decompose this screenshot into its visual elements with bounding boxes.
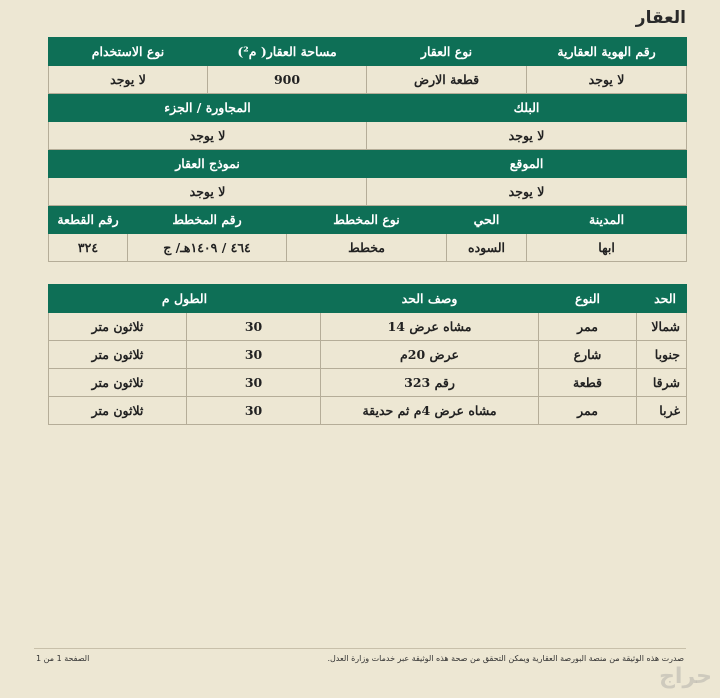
header-plot-number: رقم القطعة (49, 206, 128, 234)
bound-description: عرض 20م (321, 341, 539, 369)
header-plan-type: نوع المخطط (287, 206, 447, 234)
value-usage-type: لا يوجد (49, 66, 208, 94)
table-row (49, 369, 687, 397)
header-usage-type: نوع الاستخدام (49, 38, 208, 66)
boundaries-table (48, 284, 687, 425)
header-property-type: نوع العقار (367, 38, 527, 66)
header-property-area: مساحة العقار( م²) (208, 38, 367, 66)
footer-note: صدرت هذه الوثيقة من منصة البورصة العقارية ويمكن التحقق من صحة هذه الوثيقة عبر خدمات وزارة العدل. (327, 654, 684, 663)
bound-length-text: ثلاثون متر (49, 397, 187, 425)
table-row (49, 397, 687, 425)
value-neighborhood-part: لا يوجد (49, 122, 367, 150)
page-title: العقار (635, 8, 686, 28)
bound-description: رقم 323 (321, 369, 539, 397)
value-property-id: لا يوجد (527, 66, 687, 94)
header-length: الطول م (49, 285, 321, 313)
bound-type: شارع (539, 341, 637, 369)
bound-length: 30 (187, 397, 321, 425)
bound-length: 30 (187, 313, 321, 341)
property-header-row-2 (49, 94, 687, 122)
table-row (49, 341, 687, 369)
header-district: الحي (447, 206, 527, 234)
value-city: ابها (527, 234, 687, 262)
property-header-row-3 (49, 150, 687, 178)
bound-description: مشاه عرض 4م ثم حديقة (321, 397, 539, 425)
header-plan-number: رقم المخطط (128, 206, 287, 234)
value-plan-type: مخطط (287, 234, 447, 262)
value-plot-number: ٣٢٤ (49, 234, 128, 262)
bound-side: شرقا (637, 369, 687, 397)
value-property-area: 900 (208, 66, 367, 94)
value-plan-number: ٤٦٤ / ١٤٠٩هـ/ ج (128, 234, 287, 262)
bound-type: ممر (539, 313, 637, 341)
header-type: النوع (539, 285, 637, 313)
property-table (48, 37, 687, 262)
value-district: السوده (447, 234, 527, 262)
header-property-id: رقم الهوية العقارية (527, 38, 687, 66)
bound-side: شمالا (637, 313, 687, 341)
property-value-row-4 (49, 234, 687, 262)
header-city: المدينة (527, 206, 687, 234)
bound-length-text: ثلاثون متر (49, 341, 187, 369)
value-property-type: قطعة الارض (367, 66, 527, 94)
property-value-row-2 (49, 122, 687, 150)
header-side: الحد (637, 285, 687, 313)
bound-side: غربا (637, 397, 687, 425)
table-row (49, 313, 687, 341)
bound-type: قطعة (539, 369, 637, 397)
bound-length-text: ثلاثون متر (49, 313, 187, 341)
footer-divider (34, 648, 686, 649)
property-header-row-4 (49, 206, 687, 234)
page-number: الصفحة 1 من 1 (36, 654, 90, 663)
bound-description: مشاه عرض 14 (321, 313, 539, 341)
header-neighborhood-part: المجاورة / الجزء (49, 94, 367, 122)
bound-length-text: ثلاثون متر (49, 369, 187, 397)
value-block: لا يوجد (367, 122, 687, 150)
bound-length: 30 (187, 369, 321, 397)
header-description: وصف الحد (321, 285, 539, 313)
header-property-model: نموذج العقار (49, 150, 367, 178)
bound-type: ممر (539, 397, 637, 425)
bound-length: 30 (187, 341, 321, 369)
watermark-logo: حراج (659, 664, 712, 689)
boundaries-header-row (49, 285, 687, 313)
property-value-row-3 (49, 178, 687, 206)
header-block: البلك (367, 94, 687, 122)
header-location: الموقع (367, 150, 687, 178)
property-value-row-1 (49, 66, 687, 94)
bound-side: جنوبا (637, 341, 687, 369)
value-location: لا يوجد (367, 178, 687, 206)
value-property-model: لا يوجد (49, 178, 367, 206)
property-header-row-1 (49, 38, 687, 66)
